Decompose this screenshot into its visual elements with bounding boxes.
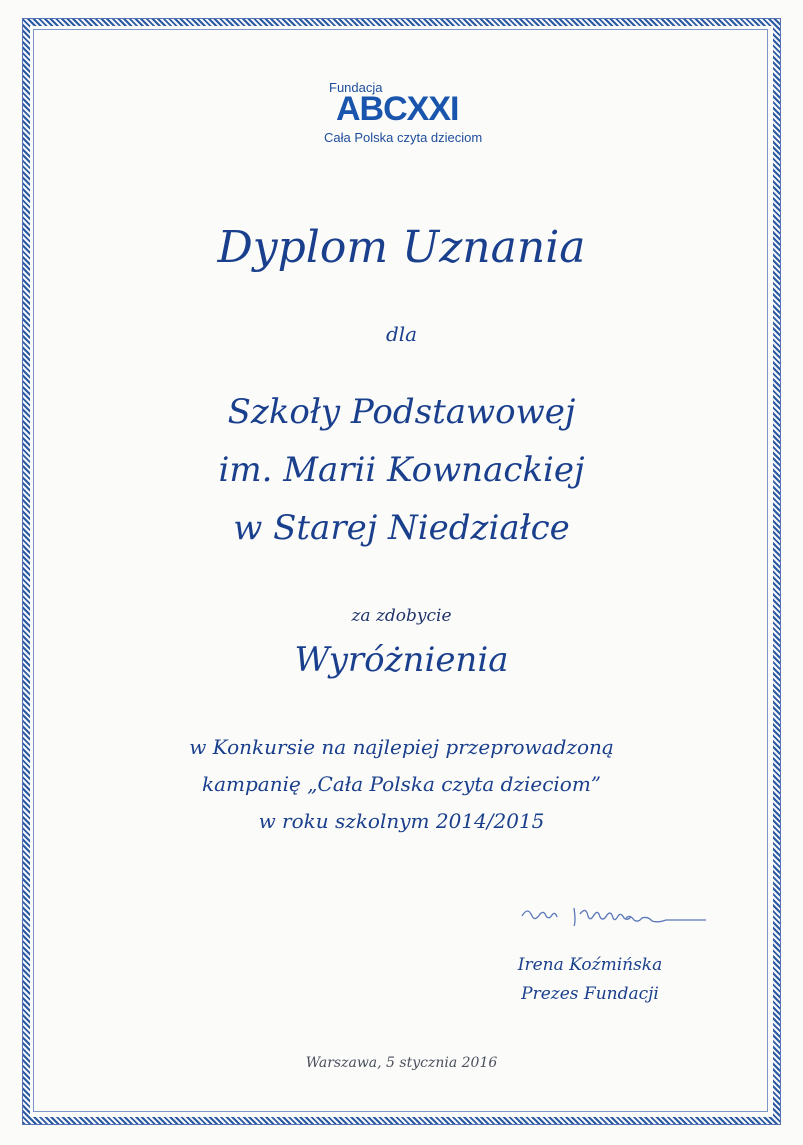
handwritten-signature bbox=[516, 898, 736, 932]
for-winning-text: za zdobycie bbox=[351, 606, 452, 626]
signatory-name: Irena Koźmińska bbox=[517, 955, 663, 975]
school-name-line: im. Marii Kownackiej bbox=[218, 450, 585, 490]
logo-tagline: Cała Polska czyta dzieciom bbox=[324, 130, 483, 145]
diploma-title: Dyplom Uznania bbox=[217, 222, 586, 273]
contest-line: w Konkursie na najlepiej przeprowadzoną bbox=[189, 735, 614, 759]
school-name-line: w Starej Niedziałce bbox=[233, 508, 570, 548]
diploma-for-word: dla bbox=[385, 322, 418, 346]
signatory-role: Prezes Fundacji bbox=[521, 984, 659, 1004]
contest-line: kampanię „Cała Polska czyta dzieciom” bbox=[201, 772, 602, 796]
inner-border-line bbox=[33, 29, 768, 1112]
foundation-logo bbox=[324, 80, 504, 150]
contest-line: w roku szkolnym 2014/2015 bbox=[258, 809, 545, 833]
award-name: Wyróżnienia bbox=[294, 640, 509, 680]
place-and-date: Warszawa, 5 stycznia 2016 bbox=[305, 1055, 498, 1071]
school-name-line: Szkoły Podstawowej bbox=[227, 392, 576, 432]
logo-foundation-word: Fundacja bbox=[329, 80, 383, 95]
logo-abcxxi-mark: ABCXXI bbox=[336, 90, 459, 128]
